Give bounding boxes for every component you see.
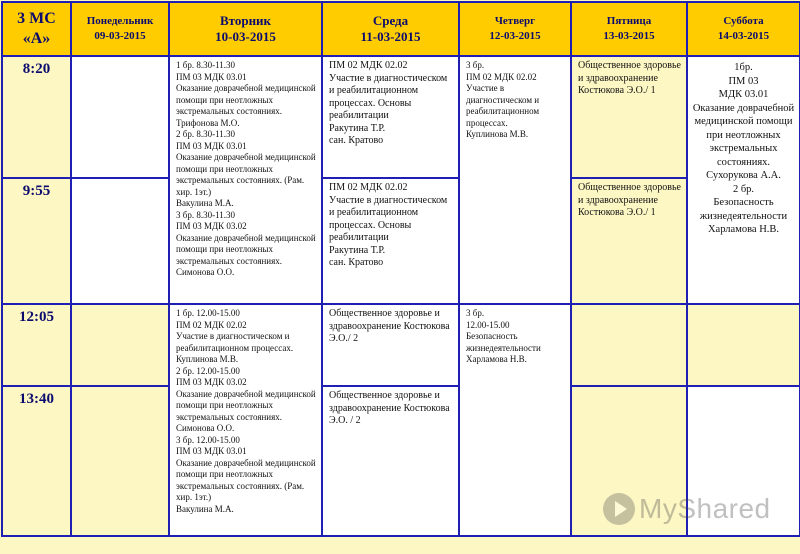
time-slot: 9:55 <box>2 178 71 304</box>
group-header: 3 МС «А» <box>2 2 71 56</box>
mon-slot-1 <box>71 56 169 178</box>
wed-slot-2: ПМ 02 МДК 02.02 Участие в диагностическом и реабилитационном процессах. Основы реабилитации Ракутина Т.Р. сан. Кратово <box>322 178 459 304</box>
watermark <box>603 487 773 531</box>
schedule-table <box>1 1 800 537</box>
thu-morning-cell: 3 бр. ПМ 02 МДК 02.02 Участие в диагностическом и реабилитационном процессах. Куплинова М.В. <box>459 56 571 304</box>
time-slot: 12:05 <box>2 304 71 386</box>
tue-morning-cell: 1 бр. 8.30-11.30 ПМ 03 МДК 03.01 Оказание доврачебной медицинской помощи при неотложных экстремальных состояниях. Трифонова М.О. 2 бр. 8.30-11.30 ПМ 03 МДК 03.01 Оказание доврачебной медицинской помощи при неотложных экстремальных состояниях. (Рам. хир. 1эт.) Вакулина М.А. 3 бр. 8.30-11.30 ПМ 03 МДК 03.02 Оказание доврачебной медицинской помощи при неотложных экстремальных состояниях. Симонова О.О. <box>169 56 322 304</box>
sat-slot-3 <box>687 304 800 386</box>
fri-slot-2: Общественное здоровье и здравоохранение Костюкова Э.О./ 1 <box>571 178 687 304</box>
mon-slot-2 <box>71 178 169 304</box>
row-9-55 <box>2 178 800 304</box>
tue-afternoon-cell: 1 бр. 12.00-15.00 ПМ 02 МДК 02.02 Участие в диагностическом и реабилитационном процессах. Куплинова М.В. 2 бр. 12.00-15.00 ПМ 03 МДК 03.02 Оказание доврачебной медицинской помощи при неотложных экстремальных состояниях. Симонова О.О. 3 бр. 12.00-15.00 ПМ 03 МДК 03.01 Оказание доврачебной медицинской помощи при неотложных экстремальных состояниях. (Рам. хир. 1эт.) Вакулина М.А. <box>169 304 322 536</box>
day-header-thu: Четверг 12-03-2015 <box>459 2 571 56</box>
thu-afternoon-cell: 3 бр. 12.00-15.00 Безопасность жизнедеятельности Харламова Н.В. <box>459 304 571 536</box>
day-header-sat: Суббота 14-03-2015 <box>687 2 800 56</box>
wed-slot-4: Общественное здоровье и здравоохранение Костюкова Э.О. / 2 <box>322 386 459 536</box>
fri-slot-3 <box>571 304 687 386</box>
time-slot: 8:20 <box>2 56 71 178</box>
mon-slot-4 <box>71 386 169 536</box>
row-12-05 <box>2 304 800 386</box>
row-8-20 <box>2 56 800 178</box>
play-icon <box>603 493 635 525</box>
time-slot: 13:40 <box>2 386 71 536</box>
day-header-tue: Вторник 10-03-2015 <box>169 2 322 56</box>
header-row <box>2 2 800 56</box>
watermark-text: MyShared <box>639 493 771 524</box>
sat-morning-cell: 1бр. ПМ 03 МДК 03.01 Оказание доврачебной медицинской помощи при неотложных экстремальных состояниях. Сухорукова А.А. 2 бр. Безопасность жизнедеятельности Харламова Н.В. <box>687 56 800 304</box>
wed-slot-1: ПМ 02 МДК 02.02 Участие в диагностическом и реабилитационном процессах. Основы реабилитации Ракутина Т.Р. сан. Кратово <box>322 56 459 178</box>
day-header-fri: Пятница 13-03-2015 <box>571 2 687 56</box>
wed-slot-3: Общественное здоровье и здравоохранение Костюкова Э.О./ 2 <box>322 304 459 386</box>
day-header-wed: Среда 11-03-2015 <box>322 2 459 56</box>
mon-slot-3 <box>71 304 169 386</box>
fri-slot-1: Общественное здоровье и здравоохранение Костюкова Э.О./ 1 <box>571 56 687 178</box>
day-header-mon: Понедельник 09-03-2015 <box>71 2 169 56</box>
